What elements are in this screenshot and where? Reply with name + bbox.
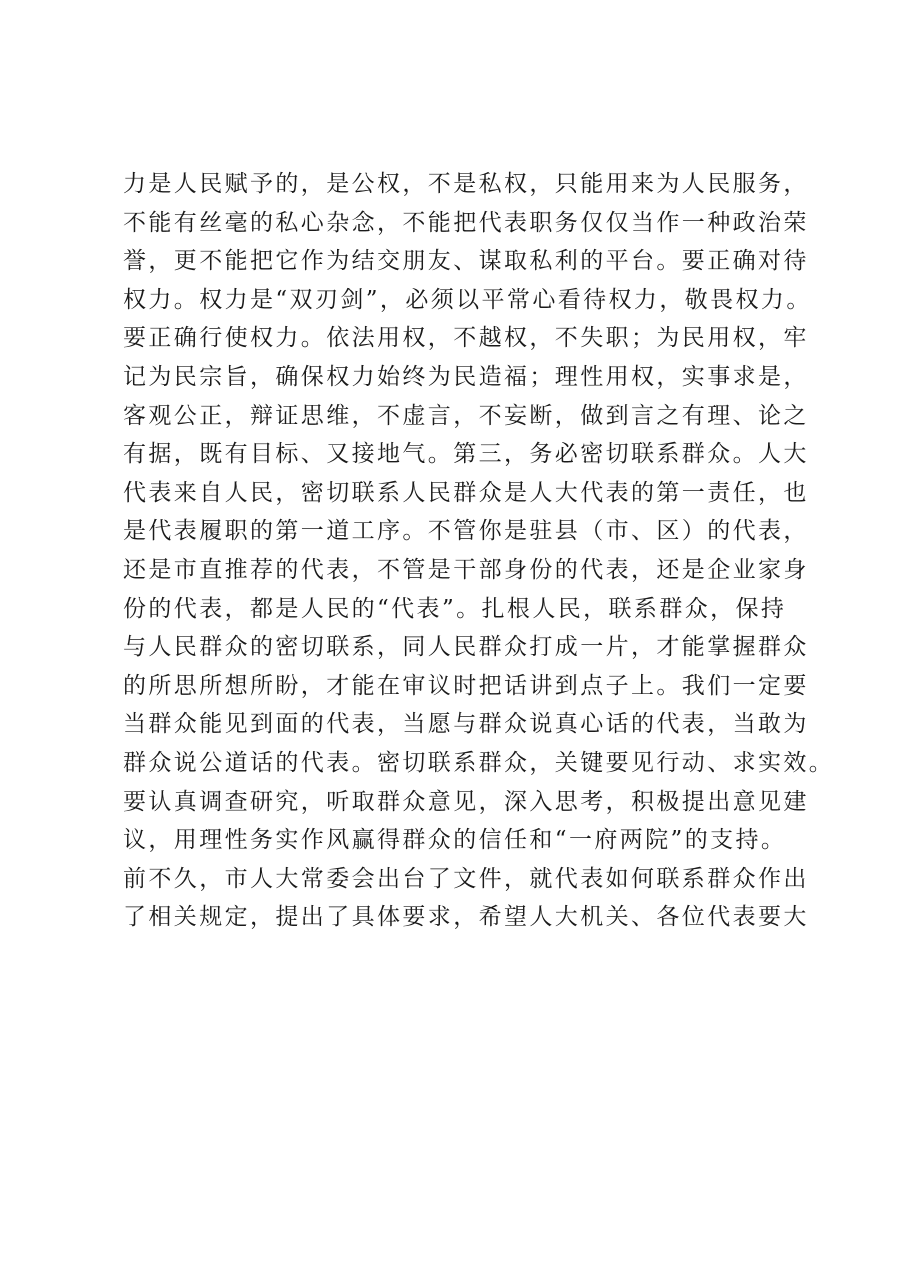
text-line: 的所思所想所盼，才能在审议时把话讲到点子上。我们一定要: [123, 672, 809, 699]
text-line: 不能有丝毫的私心杂念，不能把代表职务仅仅当作一种政治荣: [123, 209, 809, 236]
text-line: 与人民群众的密切联系，同人民群众打成一片，才能掌握群众: [123, 634, 809, 661]
text-line: 要认真调查研究，听取群众意见，深入思考，积极提出意见建: [123, 788, 809, 815]
text-line: 了相关规定，提出了具体要求，希望人大机关、各位代表要大: [123, 904, 809, 931]
text-line: 群众说公道话的代表。密切联系群众，关键要见行动、求实效。: [123, 749, 835, 776]
text-line: 代表来自人民，密切联系人民群众是人大代表的第一责任，也: [123, 479, 809, 506]
text-line: 客观公正，辩证思维，不虚言，不妄断，做到言之有理、论之: [123, 402, 809, 429]
text-line: 前不久，市人大常委会出台了文件，就代表如何联系群众作出: [123, 865, 809, 892]
body-text: [123, 165, 835, 937]
text-line: 力是人民赋予的，是公权，不是私权，只能用来为人民服务，: [123, 171, 809, 197]
text-line: 还是市直推荐的代表，不管是干部身份的代表，还是企业家身: [123, 556, 809, 583]
text-line: 要正确行使权力。依法用权，不越权，不失职；为民用权，牢: [123, 325, 809, 352]
text-line: 权力。权力是“双刃剑”，必须以平常心看待权力，敬畏权力。: [123, 286, 812, 313]
text-line: 是代表履职的第一道工序。不管你是驻县（市、区）的代表，: [123, 518, 809, 545]
text-line: 记为民宗旨，确保权力始终为民造福；理性用权，实事求是，: [123, 363, 809, 390]
text-line: 誉，更不能把它作为结交朋友、谋取私利的平台。要正确对待: [123, 248, 809, 275]
text-line: 份的代表，都是人民的“代表”。扎根人民，联系群众，保持: [123, 595, 787, 622]
text-line: 当群众能见到面的代表，当愿与群众说真心话的代表，当敢为: [123, 711, 809, 738]
text-line: 议，用理性务实作风赢得群众的信任和“一府两院”的支持。: [123, 827, 787, 854]
text-line: 有据，既有目标、又接地气。第三，务必密切联系群众。人大: [123, 441, 809, 468]
